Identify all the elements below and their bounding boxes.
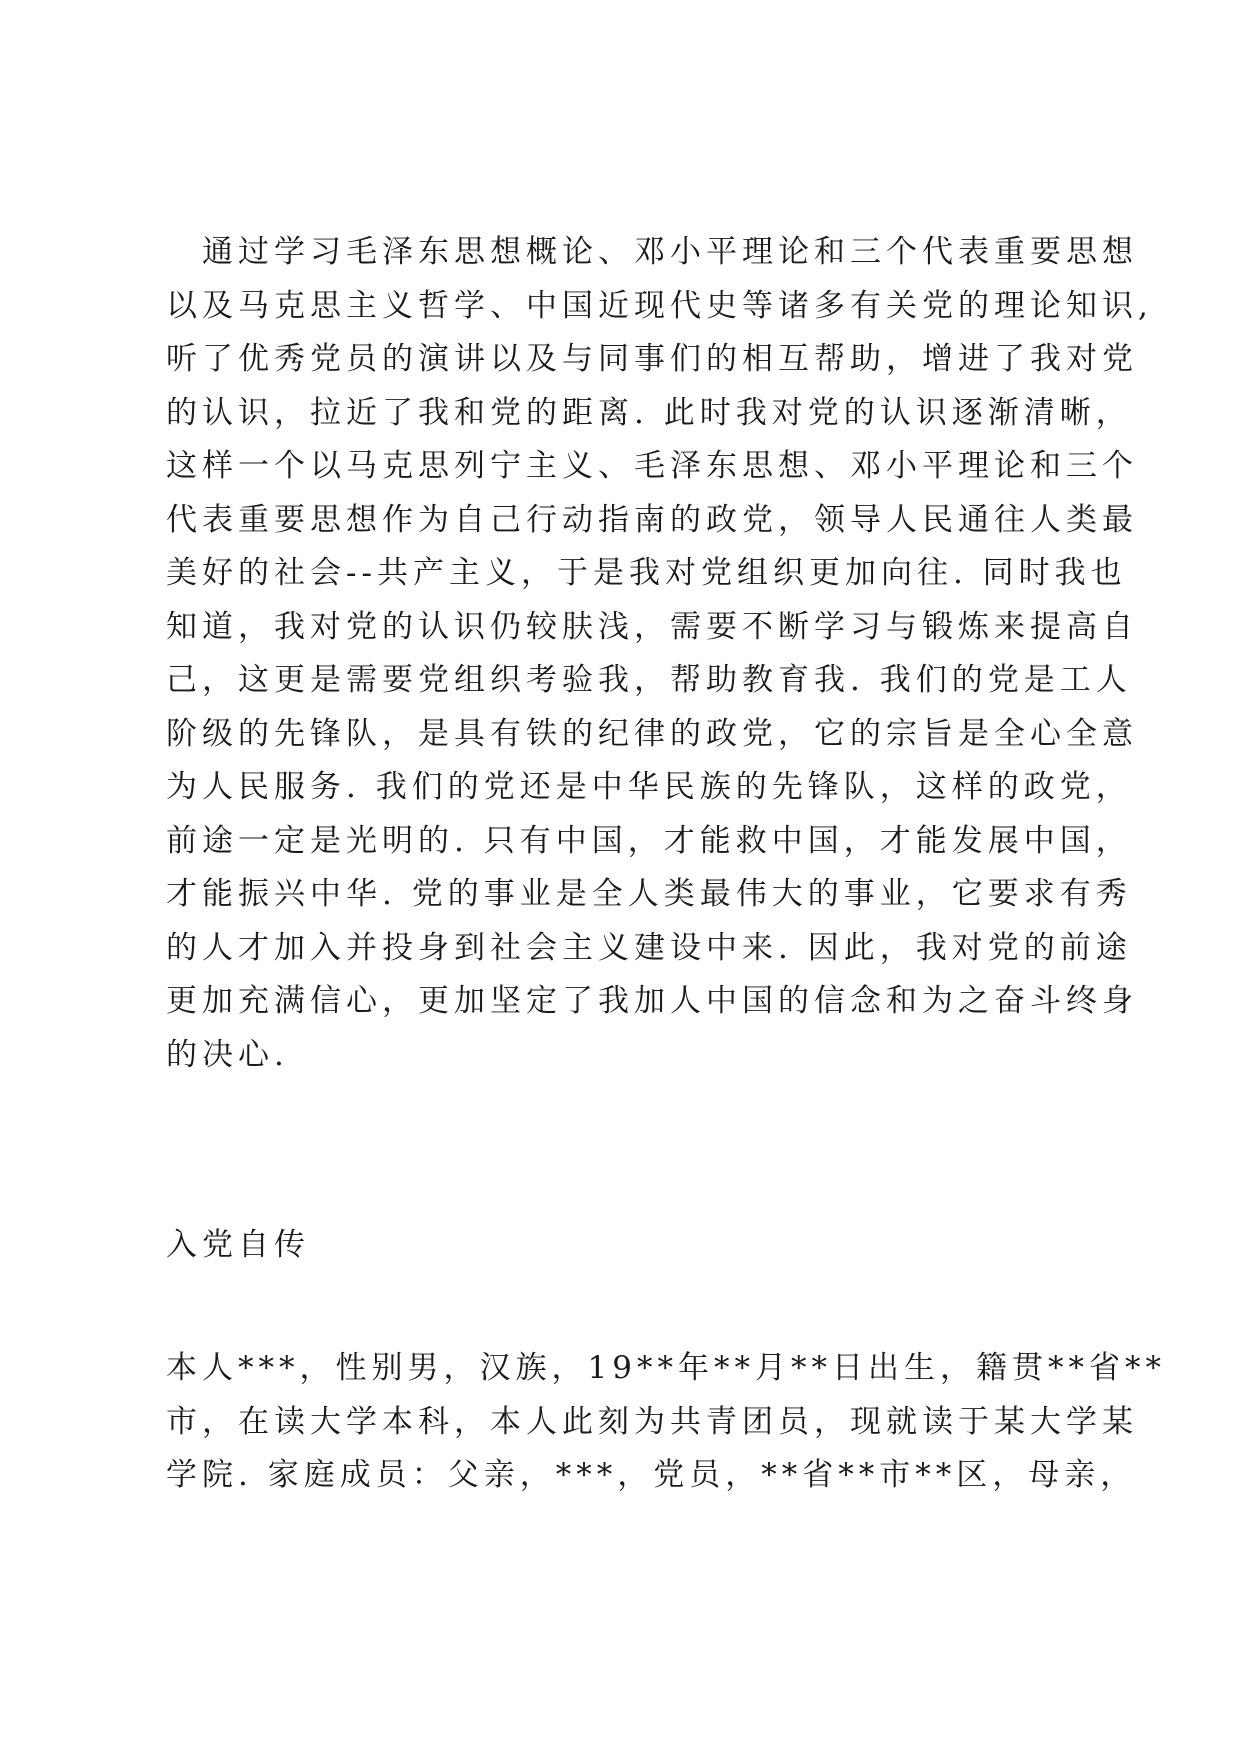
text-line: 这样一个以马克思列宁主义、毛泽东思想、邓小平理论和三个	[166, 448, 1138, 484]
text-line: 为人民服务. 我们的党还是中华民族的先锋队，这样的政党，	[166, 769, 1132, 805]
text-line: 通过学习毛泽东思想概论、邓小平理论和三个代表重要思想	[166, 234, 1138, 270]
text-line: 阶级的先锋队，是具有铁的纪律的政党，它的宗旨是全心全意	[166, 715, 1138, 752]
text-line: 以及马克思主义哲学、中国近现代史等诸多有关党的理论知识,	[166, 287, 1153, 324]
text-line: 知道，我对党的认识仍较肤浅，需要不断学习与锻炼来提高自	[166, 608, 1138, 645]
text-line: 才能振兴中华. 党的事业是全人类最伟大的事业，它要求有秀	[166, 876, 1132, 912]
text-line: 的认识，拉近了我和党的距离. 此时我对党的认识逐渐清晰，	[166, 394, 1132, 431]
text-line: 市，在读大学本科，本人此刻为共青团员，现就读于某大学某	[166, 1403, 1138, 1440]
text-line: 本人***，性别男，汉族，19**年**月**日出生，籍贯**省**	[166, 1350, 1166, 1386]
text-line: 前途一定是光明的. 只有中国，才能救中国，才能发展中国，	[166, 822, 1132, 859]
text-line: 更加充满信心，更加坚定了我加人中国的信念和为之奋斗终身	[166, 983, 1138, 1019]
text-line: 听了优秀党员的演讲以及与同事们的相互帮助，增进了我对党	[166, 341, 1138, 377]
text-line: 的决心.	[166, 1036, 289, 1073]
body-paragraph-1	[166, 226, 1153, 1082]
text-line: 学院. 家庭成员：父亲，***，党员，**省**市**区，母亲，	[166, 1457, 1137, 1493]
text-line: 美好的社会--共产主义，于是我对党组织更加向往. 同时我也	[166, 555, 1127, 591]
text-line: 己，这更是需要党组织考验我，帮助教育我. 我们的党是工人	[166, 662, 1132, 698]
text-line: 的人才加入并投身到社会主义建设中来. 因此，我对党的前途	[166, 929, 1132, 966]
text-line: 代表重要思想作为自己行动指南的政党，领导人民通往人类最	[166, 501, 1138, 538]
section-heading: 入党自传	[166, 1227, 310, 1263]
body-paragraph-2	[166, 1342, 1166, 1503]
